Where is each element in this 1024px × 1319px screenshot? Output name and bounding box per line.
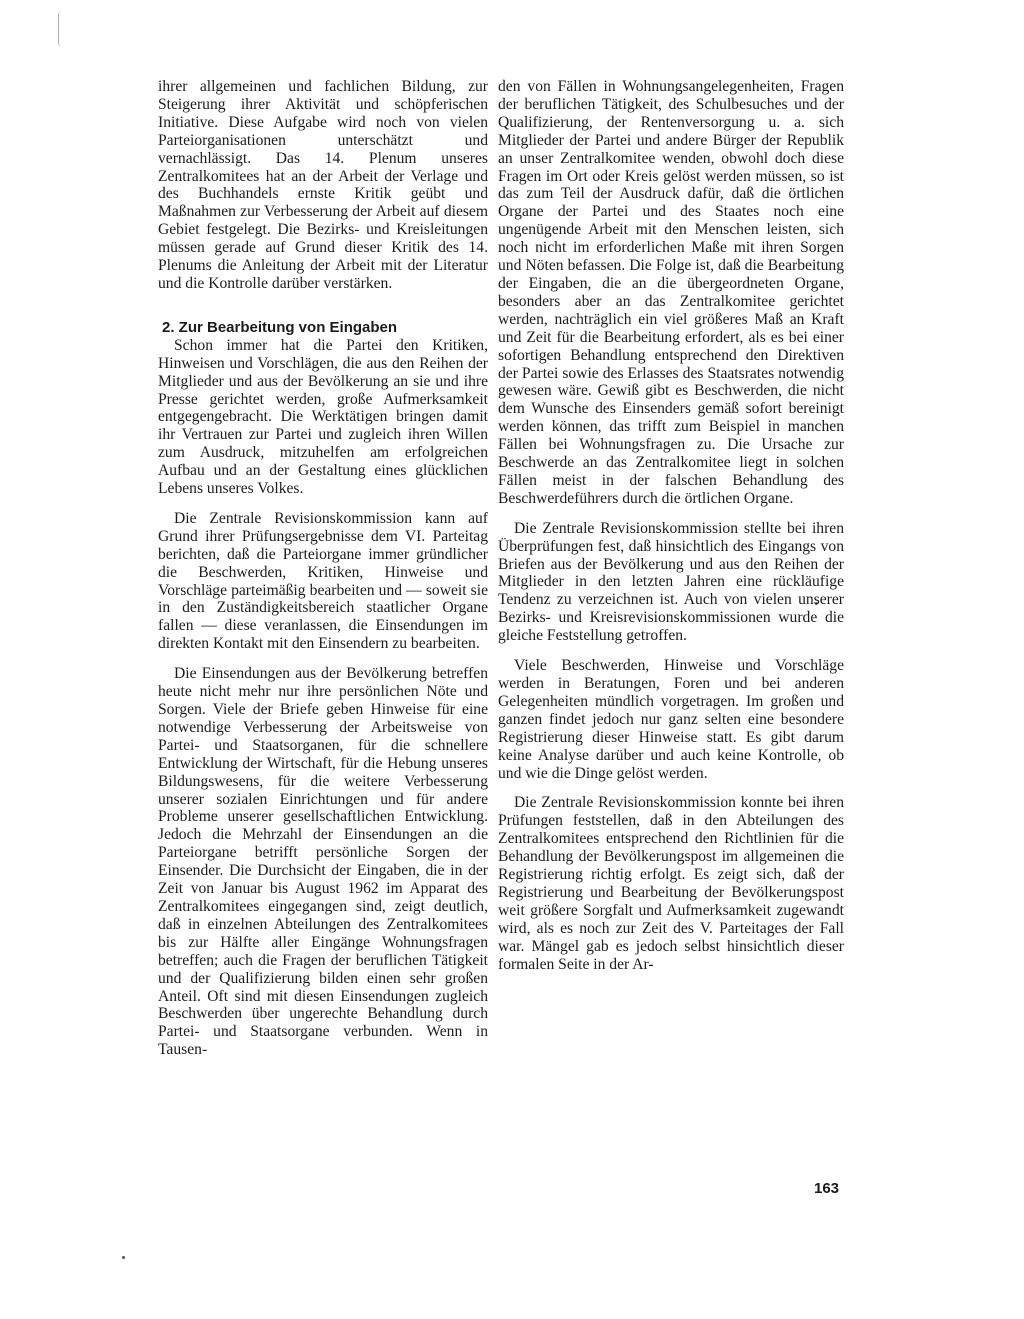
page-number: 163 [814, 1180, 840, 1197]
margin-mark [58, 12, 65, 46]
right-column [498, 78, 844, 974]
paragraph: Die Einsendungen aus der Bevölkerung betreffen heute nicht mehr nur ihre persönlichen Nöte und Sorgen. Viele der Briefe geben Hinweise für eine notwendige Verbesserung der Arbeitsweise von Partei- und Staatsorganen, für die schnellere Entwicklung der Wirtschaft, für die Hebung unseres Bildungswesens, für die weitere Verbesserung unserer sozialen Einrichtungen und für andere Probleme unserer gesellschaftlichen Entwicklung. Jedoch die Mehrzahl der Einsendungen an die Parteiorgane betrifft persönliche Sorgen der Einsender. Die Durchsicht der Eingaben, die in der Zeit von Januar bis August 1962 im Apparat des Zentralkomitees eingegangen sind, zeigt deutlich, daß in einzelnen Abteilungen des Zentralkomitees bis zur Hälfte aller Eingänge Wohnungsfragen betreffen; auch die Fragen der beruflichen Tätigkeit und der Qualifizierung bilden einen sehr großen Anteil. Oft sind mit diesen Einsendungen zugleich Beschwerden über ungerechte Behandlung durch Partei- und Staatsorgane verbunden. Wenn in Tausen- [158, 665, 488, 1059]
paragraph: Die Zentrale Revisionskommission konnte bei ihren Prüfungen feststellen, daß in den Abteilungen des Zentralkomitees entsprechend den Richtlinien für die Behandlung der Bevölkerungspost im allgemeinen die Registrierung richtig erfolgt. Es zeigt sich, daß der Registrierung und Bearbeitung der Bevölkerungspost weit größere Sorgfalt und Aufmerksamkeit zugewandt wird, als es noch zur Zeit des V. Parteitages der Fall war. Mängel gab es jedoch selbst hinsichtlich dieser formalen Seite in der Ar- [498, 794, 844, 973]
paragraph: Die Zentrale Revisionskommission kann auf Grund ihrer Prüfungsergebnisse dem VI. Parteitag berichten, daß die Parteiorgane immer gründlicher die Beschwerden, Kritiken, Hinweise und Vorschläge parteimäßig bearbeiten und — soweit sie in den Zuständigkeitsbereich staatlicher Organe fallen — diese veranlassen, die Einsendungen im direkten Kontakt mit den Einsendern zu bearbeiten. [158, 509, 488, 653]
paragraph: Die Zentrale Revisionskommission stellte bei ihren Überprüfungen fest, daß hinsichtlich des Eingangs von Briefen aus der Bevölkerung und aus den Reihen der Mitglieder in den letzten Jahren eine rückläufige Tendenz zu verzeichnen ist. Auch von vielen unserer Bezirks- und Kreisrevisionskommissionen wurde die gleiche Feststellung getroffen. [498, 519, 844, 645]
section-heading: 2. Zur Bearbeitung von Eingaben [162, 318, 398, 336]
paragraph: Schon immer hat die Partei den Kritiken, Hinweisen und Vorschlägen, die aus den Reihen der Mitglieder und aus der Bevölkerung an sie und ihre Presse gerichtet werden, große Aufmerksamkeit entgegengebracht. Die Werktätigen bringen damit ihr Vertrauen zur Partei und zugleich ihren Willen zum Ausdruck, mitzuhelfen am erfolgreichen Aufbau und an der Gestaltung eines glücklichen Lebens unseres Volkes. [158, 336, 488, 498]
speck-bottom-left [122, 1256, 125, 1259]
paragraph: ihrer allgemeinen und fachlichen Bildung, zur Steigerung ihrer Aktivität und schöpferischen Initiative. Diese Aufgabe wird noch von vielen Parteiorganisationen unterschätzt und vernachlässigt. Das 14. Plenum unseres Zentralkomitees hat an der Arbeit der Verlage und des Buchhandels ernste Kritik geübt und Maßnahmen zur Verbesserung der Arbeit auf diesem Gebiet festgelegt. Die Bezirks- und Kreisleitungen müssen gerade auf Grund dieser Kritik des 14. Plenums die Anleitung der Arbeit mit der Literatur und die Kontrolle darüber verstärken. [158, 78, 488, 292]
paragraph: Viele Beschwerden, Hinweise und Vorschläge werden in Beratungen, Foren und bei anderen Gelegenheiten mündlich vorgetragen. Im großen und ganzen findet jedoch nur ganz selten eine besondere Registrierung dieser Hinweise statt. Es gibt darum keine Analyse darüber und auch keine Kontrolle, ob und wie die Dinge gelöst werden. [498, 657, 844, 782]
paragraph: den von Fällen in Wohnungsangelegenheiten, Fragen der beruflichen Tätigkeit, des Schulbesuches und der Qualifizierung, der Rentenversorgung u. a. sich Mitglieder der Partei und andere Bürger der Republik an unser Zentralkomitee wenden, obwohl doch diese Fragen im Ort oder Kreis gelöst werden müssen, so ist das zum Teil der Ausdruck dafür, daß die örtlichen Organe der Partei und des Staates noch eine ungenügende Arbeit mit den Menschen leisten, sich noch nicht im erforderlichen Maße mit ihren Sorgen und Nöten befassen. Die Folge ist, daß die Bearbeitung der Eingaben, die an die übergeordneten Organe, besonders aber an das Zentralkomitee gerichtet werden, nachträglich ein viel größeres Maß an Kraft und Zeit für die Bearbeitung erfordert, als es bei einer sofortigen Behandlung entsprechend den Direktiven der Partei sowie des Erlasses des Staatsrates notwendig gewesen wäre. Gewiß gibt es Beschwerden, die nicht dem Wunsche des Einsenders gemäß sofort bereinigt werden können, das trifft zum Beispiel in manchen Fällen bei Wohnungsfragen zu. Die Ursache zur Beschwerde an das Zentralkomitee liegt in solchen Fällen meist in der falschen Behandlung des Beschwerdeführers durch die örtlichen Organe. [498, 78, 844, 507]
left-column [158, 78, 488, 1059]
